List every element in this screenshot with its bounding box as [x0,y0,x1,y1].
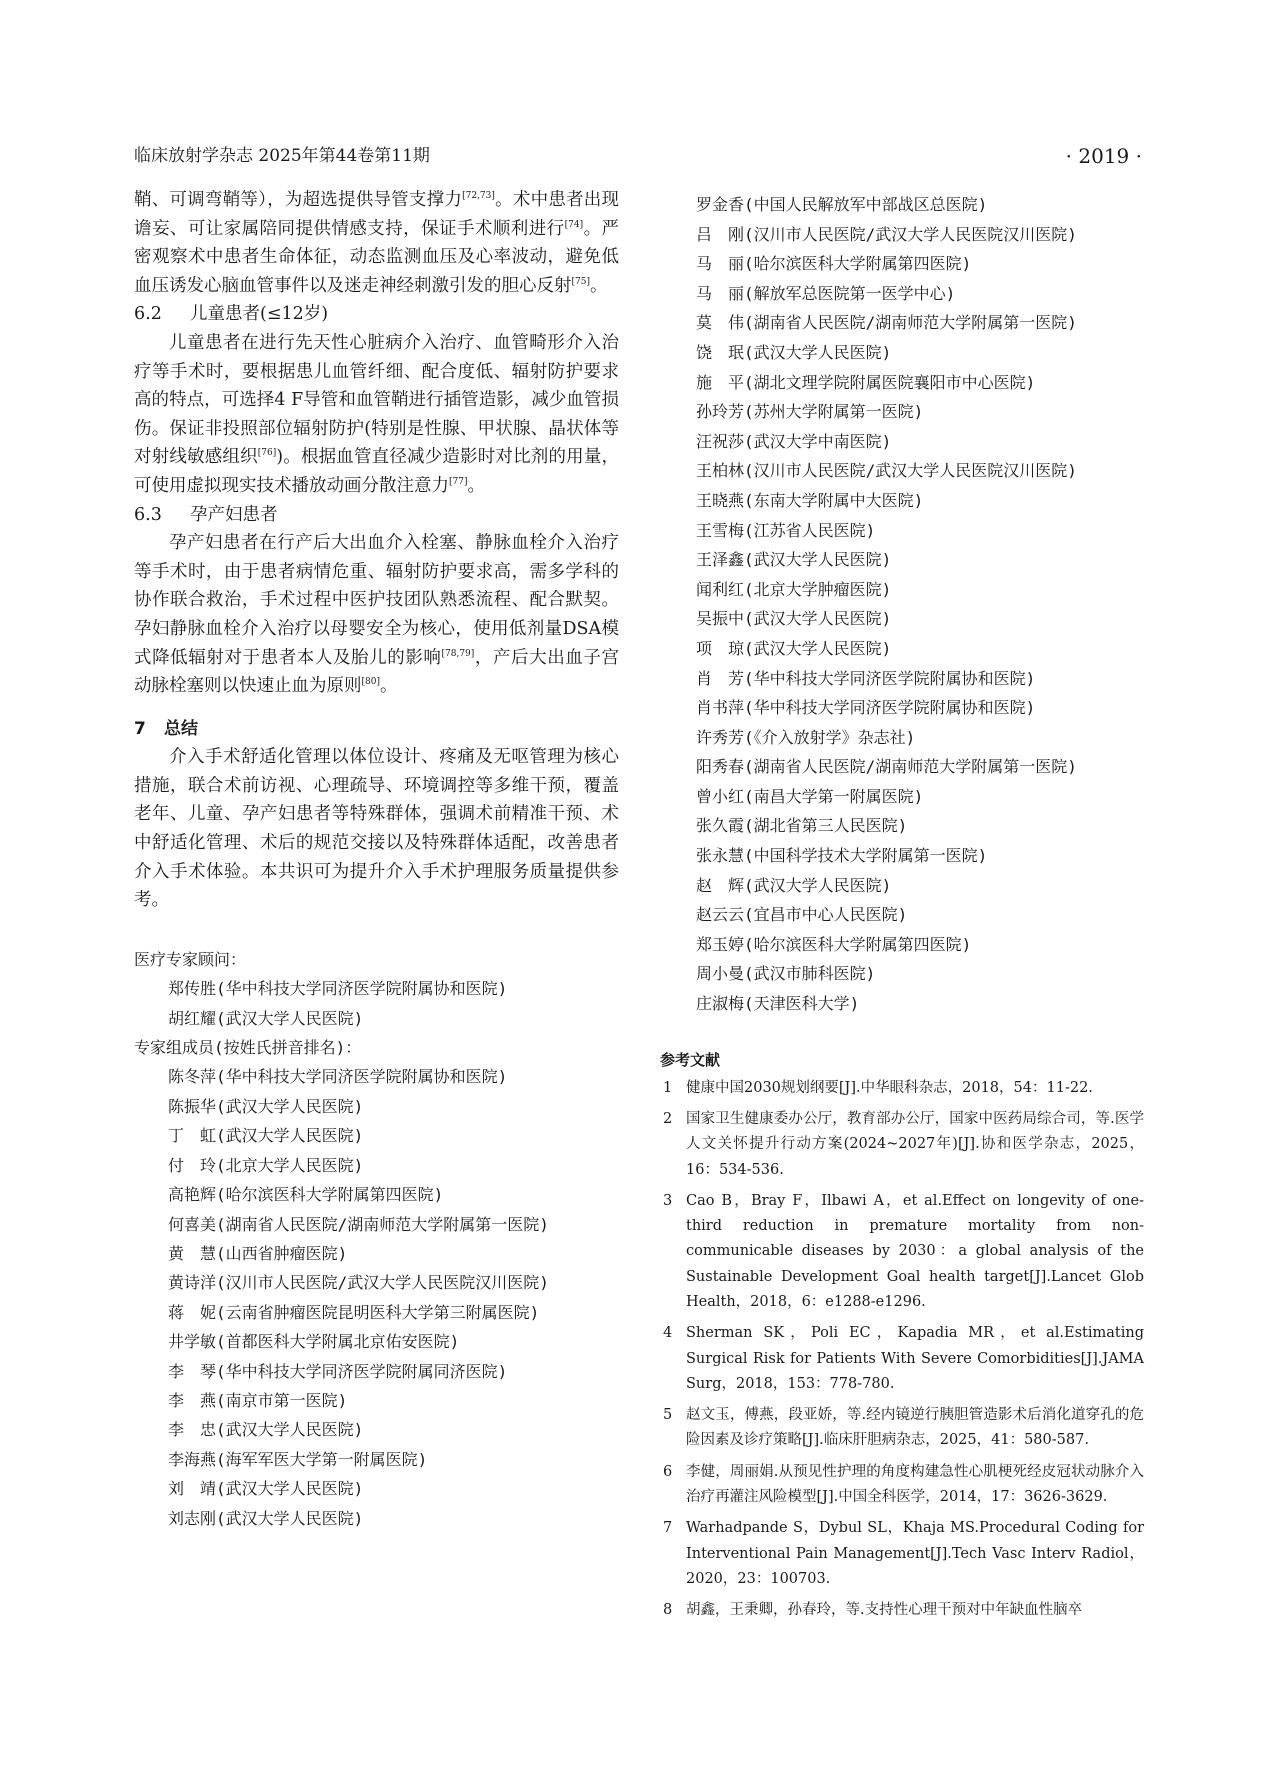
member-item: 陈振华(武汉大学人民医院) [168,1096,364,1116]
member-item: 施 平(湖北文理学院附属医院襄阳市中心医院) [696,372,1036,392]
member-item: 莫 伟(湖南省人民医院/湖南师范大学附属第一医院) [696,313,1077,333]
member-item: 庄淑梅(天津医科大学) [696,994,860,1014]
member-item: 饶 珉(武汉大学人民医院) [696,342,892,362]
member-item: 黄诗洋(汉川市人民医院/武汉大学人民医院汉川医院) [168,1273,549,1293]
member-item: 肖 芳(华中科技大学同济医学院附属协和医院) [696,668,1036,688]
reference-list [660,1076,1144,1624]
member-item: 闻利红(北京大学肿瘤医院) [696,579,892,599]
member-item: 李 忠(武汉大学人民医院) [168,1420,364,1440]
reference-item: 3 Cao B，Bray F，Ilbawi A，et al.Effect on longevity of one-third reduction in premature mortality from non-communicable diseases by 2030：a global analysis of the Sustainable Development Goal health target[J].Lancet Glob Health，2018，6：e1288-e1296. [663,1192,1144,1310]
member-item: 赵云云(宜昌市中心人民医院) [696,905,908,925]
citation: [74] [564,219,584,230]
member-item: 马 丽(哈尔滨医科大学附属第四医院) [696,254,972,274]
paragraph-summary: 介入手术舒适化管理以体位设计、疼痛及无呕管理为核心措施，联合术前访视、心理疏导、环境调控等多维干预，覆盖老年、儿童、孕产妇患者等特殊群体，强调术前精准干预、术中舒适化管理、术后的规范交接以及特殊群体适配，改善患者介入手术体验。本共识可为提升介入手术护理服务质量提供参考。 [134,747,619,911]
member-item: 许秀芳(《介入放射学》杂志社) [696,727,916,747]
member-item: 阳秀春(湖南省人民医院/湖南师范大学附属第一医院) [696,757,1077,777]
member-item: 刘志刚(武汉大学人民医院) [168,1508,364,1528]
citation: [78,79] [441,648,475,659]
member-item: 王柏林(汉川市人民医院/武汉大学人民医院汉川医院) [696,461,1077,481]
reference-item: 2 国家卫生健康委办公厅，教育部办公厅，国家中医药局综合司，等.医学人文关怀提升行动方案(2024~2027年)[J].协和医学杂志，2025，16：534-536. [663,1110,1144,1178]
member-item: 蒋 妮(云南省肿瘤医院昆明医科大学第三附属医院) [168,1302,540,1322]
member-item: 丁 虹(武汉大学人民医院) [168,1126,364,1146]
paragraph-children: 儿童患者在进行先天性心脏病介入治疗、血管畸形介入治疗等手术时，要根据患儿血管纤细、配合度低、辐射防护要求高的特点，可选择4 F导管和血管鞘进行插管造影，减少血管损伤。保证非投照部位辐射防护(特别是性腺、甲状腺、晶状体等对射线敏感组织[76])。根据血管直径减少造影时对比剂的用量，可使用虚拟现实技术播放动画分散注意力[77]。 [134,332,620,496]
member-item: 高艳辉(哈尔滨医科大学附属第四医院) [168,1185,444,1205]
member-item: 刘 靖(武汉大学人民医院) [168,1479,364,1499]
member-item: 吴振中(武汉大学人民医院) [696,609,892,629]
member-item: 曾小红(南昌大学第一附属医院) [696,786,924,806]
member-item: 黄 慧(山西省肿瘤医院) [168,1243,348,1263]
citation: [72,73] [462,191,495,202]
left-column [134,186,619,1533]
section-heading-7: 7 总结 [134,718,198,739]
page-number: · 2019 · [1065,144,1142,168]
member-item: 孙玲芳(苏州大学附属第一医院) [696,402,924,422]
references-heading: 参考文献 [660,1050,721,1069]
member-item: 王泽鑫(武汉大学人民医院) [696,550,892,570]
member-item: 李 琴(华中科技大学同济医学院附属同济医院) [168,1361,508,1381]
member-item: 何喜美(湖南省人民医院/湖南师范大学附属第一医院) [168,1214,549,1234]
reference-item: 6 李健，周丽娟.从预见性护理的角度构建急性心肌梗死经皮冠状动脉介入治疗再灌注风险模型[J].中国全科医学，2014，17：3626-3629. [663,1463,1144,1506]
expert-list [134,945,619,1533]
subsection-heading-6-3: 6.3 孕产妇患者 [134,504,278,525]
paragraph-pregnant: 孕产妇患者在行产后大出血介入栓塞、静脉血栓介入治疗等手术时，由于患者病情危重、辐射防护要求高，需多学科的协作联合救治，手术过程中医护技团队熟悉流程、配合默契。孕妇静脉血栓介入治疗以母婴安全为核心，使用低剂量DSA模式降低辐射对于患者本人及胎儿的影响[78,79]，产后大出血子宫动脉栓塞则以快速止血为原则[80]。 [134,533,620,697]
right-column [660,190,1144,1630]
advisor-item: 胡红耀(武汉大学人民医院) [168,1008,364,1028]
member-item: 张永慧(中国科学技术大学附属第一医院) [696,846,988,866]
member-item: 马 丽(解放军总医院第一医学中心) [696,283,956,303]
member-item: 汪祝莎(武汉大学中南医院) [696,431,892,451]
member-item: 王晓燕(东南大学附属中大医院) [696,490,924,510]
member-item: 陈冬萍(华中科技大学同济医学院附属协和医院) [168,1067,508,1087]
member-item: 王雪梅(江苏省人民医院) [696,520,876,540]
member-item: 赵 辉(武汉大学人民医院) [696,875,892,895]
member-item: 周小曼(武汉市肺科医院) [696,964,876,984]
citation: [76] [257,448,277,459]
journal-title: 临床放射学杂志 2025年第44卷第11期 [134,146,430,166]
citation: [77] [449,477,468,488]
members-label: 专家组成员(按姓氏拼音排名)： [134,1038,362,1058]
reference-item: 4 Sherman SK，Poli EC，Kapadia MR，et al.Estimating Surgical Risk for Patients With Severe Comorbidities[J].JAMA Surg，2018，153：778-780. [663,1325,1144,1392]
member-item: 张久霞(湖北省第三人民医院) [696,816,908,836]
member-item: 肖书萍(华中科技大学同济医学院附属协和医院) [696,698,1036,718]
reference-item: 7 Warhadpande S，Dybul SL，Khaja MS.Procedural Coding for Interventional Pain Management[J].Tech Vasc Interv Radiol，2020，23：100703. [663,1520,1144,1587]
member-item: 郑玉婷(哈尔滨医科大学附属第四医院) [696,934,972,954]
member-item: 吕 刚(汉川市人民医院/武汉大学人民医院汉川医院) [696,224,1077,244]
member-item: 付 玲(北京大学人民医院) [168,1155,364,1175]
paragraph-intraop: 鞘、可调弯鞘等），为超选提供导管支撑力[72,73]。术中患者出现谵妄、可让家属陪同提供情感支持，保证手术顺利进行[74]。严密观察术中患者生命体征，动态监测血压及心率波动，避免低血压诱发心脑血管事件以及迷走神经刺激引发的胆心反射[75]。 [134,190,620,296]
reference-item: 8 胡鑫，王秉卿，孙春玲，等.支持性心理干预对中年缺血性脑卒 [663,1602,1083,1619]
page-header [134,136,1142,176]
member-item: 井学敏(首都医科大学附属北京佑安医院) [168,1332,460,1352]
advisors-label: 医疗专家顾问： [134,949,247,969]
citation: [80] [361,677,380,688]
member-item: 李 燕(南京市第一医院) [168,1390,348,1410]
member-item: 项 琼(武汉大学人民医院) [696,638,892,658]
reference-item: 5 赵文玉，傅燕，段亚娇，等.经内镜逆行胰胆管造影术后消化道穿孔的危险因素及诊疗策略[J].临床肝胆病杂志，2025，41：580-587. [663,1407,1144,1449]
subsection-heading-6-2: 6.2 儿童患者(≤12岁) [134,304,329,325]
citation: [75] [571,276,590,287]
expert-list-continued [660,190,1144,1019]
reference-item: 1 健康中国2030规划纲要[J].中华眼科杂志，2018，54：11-22. [663,1079,1093,1096]
member-item: 罗金香(中国人民解放军中部战区总医院) [696,195,988,214]
advisor-item: 郑传胜(华中科技大学同济医学院附属协和医院) [168,979,508,999]
member-item: 李海燕(海军军医大学第一附属医院) [168,1449,428,1469]
